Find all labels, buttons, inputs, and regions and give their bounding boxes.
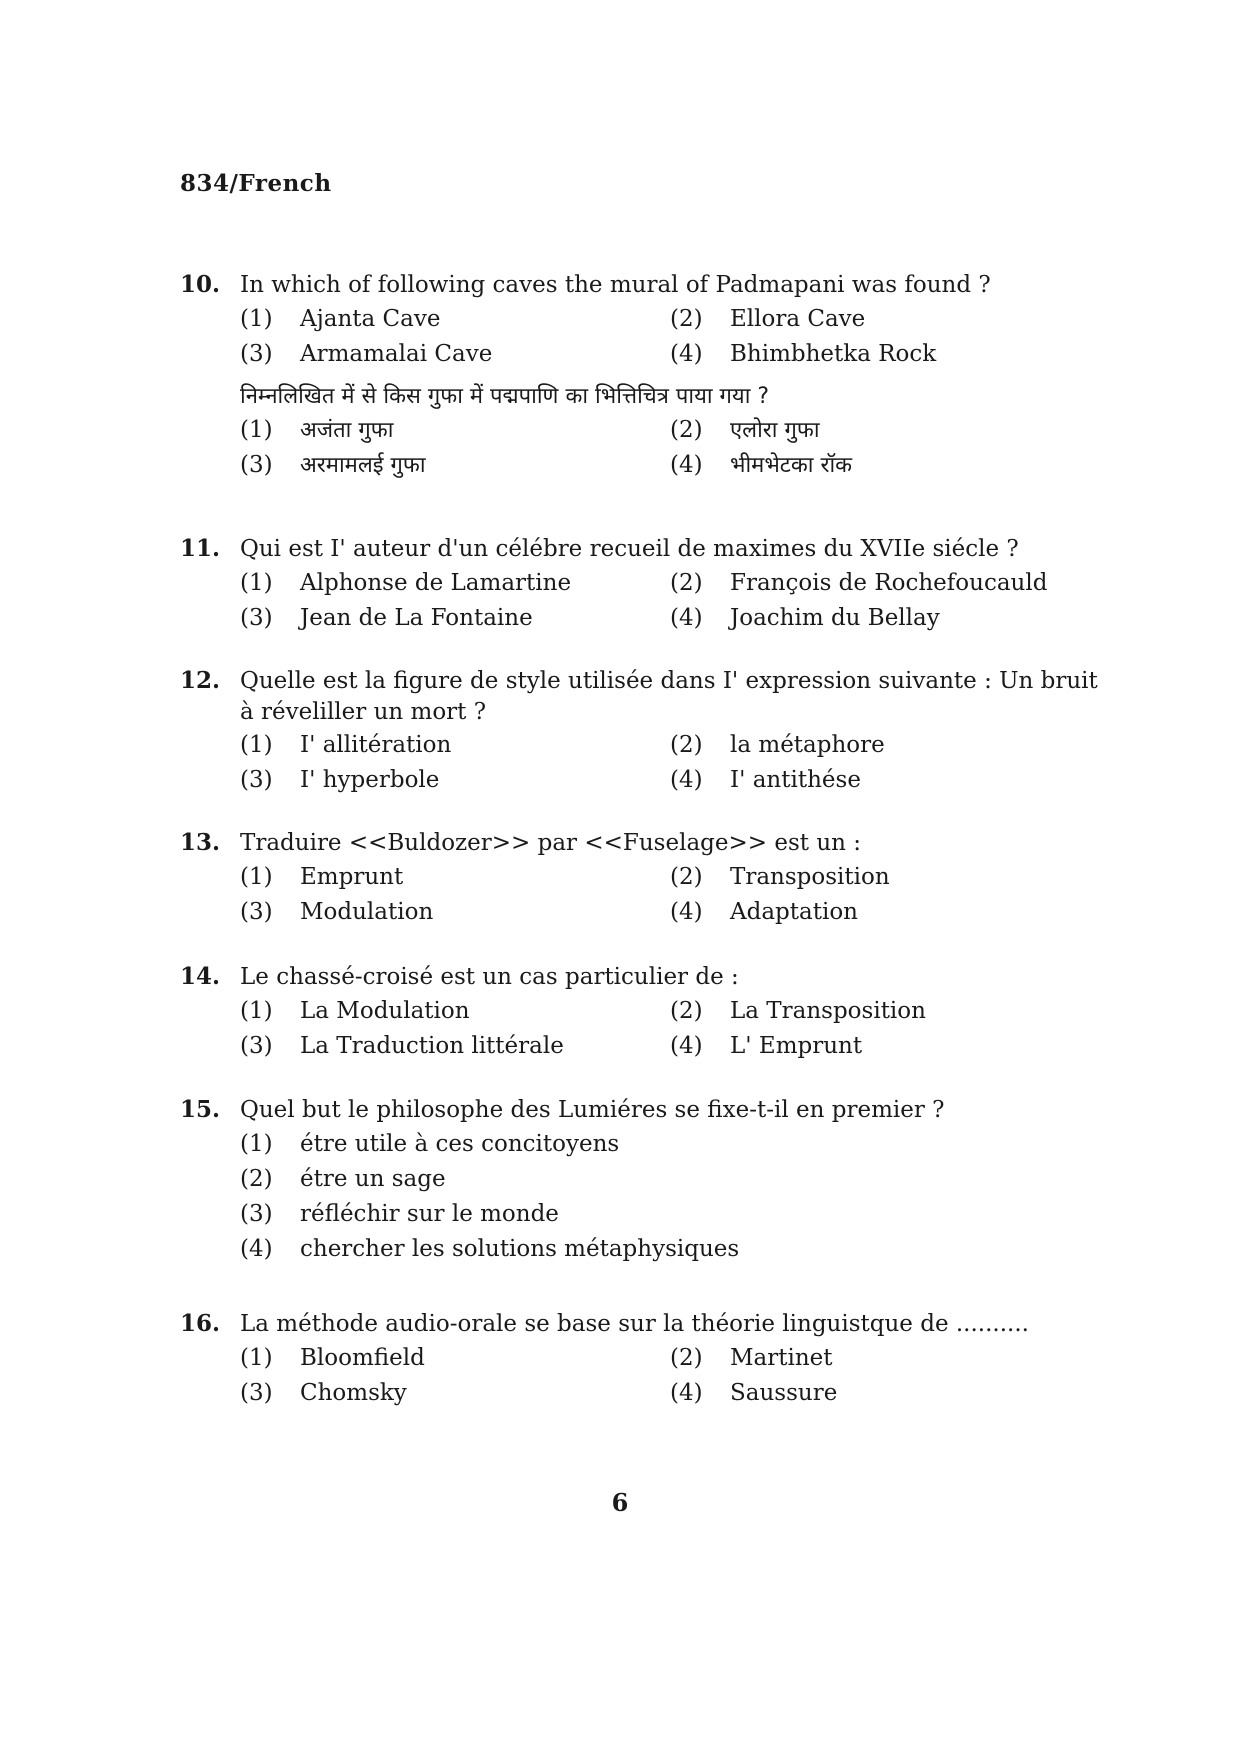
question-text: Quelle est la figure de style utilisée dans I' expression suivante : Un bruit à réveliller un mort ? bbox=[240, 668, 1098, 725]
question-text: In which of following caves the mural of Padmapani was found ? bbox=[240, 272, 991, 298]
question-text: Le chassé-croisé est un cas particulier de : bbox=[240, 964, 739, 990]
option-3: (3) Chomsky bbox=[240, 1380, 407, 1406]
question-10 bbox=[180, 268, 1100, 483]
option-4: (4) Saussure bbox=[670, 1380, 838, 1406]
question-11 bbox=[180, 532, 1100, 636]
question-15 bbox=[180, 1093, 1100, 1267]
option-3: (3) La Traduction littérale bbox=[240, 1033, 564, 1059]
option-2: (2) La Transposition bbox=[670, 998, 926, 1024]
option-2: (2) François de Rochefoucauld bbox=[670, 570, 1048, 596]
paper-code: 834/French bbox=[180, 170, 332, 197]
question-text: Traduire <<Buldozer>> par <<Fuselage>> est un : bbox=[240, 830, 861, 856]
question-12 bbox=[180, 664, 1100, 798]
question-16 bbox=[180, 1307, 1100, 1411]
option-4: (4) Bhimbhetka Rock bbox=[670, 341, 937, 367]
question-number: 13. bbox=[180, 829, 221, 856]
option-2: (2) la métaphore bbox=[670, 732, 885, 758]
option-4: (4) L' Emprunt bbox=[670, 1033, 863, 1059]
page-number: 6 bbox=[611, 1488, 629, 1517]
option-1: (1) La Modulation bbox=[240, 998, 470, 1024]
option-3: (3) réfléchir sur le monde bbox=[240, 1201, 559, 1227]
option-2: (2) étre un sage bbox=[240, 1166, 446, 1192]
question-number: 11. bbox=[180, 535, 221, 562]
hindi-option-2: (2) एलोरा गुफा bbox=[670, 417, 820, 443]
hindi-option-1: (1) अजंता गुफा bbox=[240, 417, 394, 443]
option-2: (2) Martinet bbox=[670, 1345, 833, 1371]
option-3: (3) I' hyperbole bbox=[240, 767, 440, 793]
option-3: (3) Jean de La Fontaine bbox=[240, 605, 533, 631]
option-1: (1) Ajanta Cave bbox=[240, 306, 441, 332]
hindi-option-3: (3) अरमामलई गुफा bbox=[240, 452, 426, 478]
question-text: Quel but le philosophe des Lumiéres se fixe-t-il en premier ? bbox=[240, 1097, 945, 1123]
question-text: La méthode audio-orale se base sur la théorie linguistque de .......... bbox=[240, 1311, 1029, 1337]
question-number: 16. bbox=[180, 1310, 221, 1337]
option-4: (4) Joachim du Bellay bbox=[670, 605, 940, 631]
option-2: (2) Ellora Cave bbox=[670, 306, 866, 332]
hindi-translation bbox=[180, 380, 1100, 483]
option-3: (3) Modulation bbox=[240, 899, 434, 925]
option-4: (4) I' antithése bbox=[670, 767, 861, 793]
question-number: 14. bbox=[180, 963, 221, 990]
question-number: 15. bbox=[180, 1096, 221, 1123]
question-13 bbox=[180, 826, 1100, 930]
option-4: (4) Adaptation bbox=[670, 899, 858, 925]
option-4: (4) chercher les solutions métaphysiques bbox=[240, 1236, 740, 1262]
option-1: (1) I' allitération bbox=[240, 732, 452, 758]
option-1: (1) Bloomfield bbox=[240, 1345, 425, 1371]
option-1: (1) Alphonse de Lamartine bbox=[240, 570, 572, 596]
hindi-question-text: निम्नलिखित में से किस गुफा में पद्मपाणि का भित्तिचित्र पाया गया ? bbox=[240, 384, 770, 409]
option-1: (1) Emprunt bbox=[240, 864, 404, 890]
question-14 bbox=[180, 960, 1100, 1064]
question-number: 10. bbox=[180, 271, 221, 298]
option-3: (3) Armamalai Cave bbox=[240, 341, 493, 367]
question-text: Qui est I' auteur d'un célébre recueil de maximes du XVIIe siécle ? bbox=[240, 536, 1019, 562]
option-2: (2) Transposition bbox=[670, 864, 890, 890]
hindi-option-4: (4) भीमभेटका रॉक bbox=[670, 452, 853, 478]
question-number: 12. bbox=[180, 667, 221, 694]
option-1: (1) étre utile à ces concitoyens bbox=[240, 1131, 620, 1157]
